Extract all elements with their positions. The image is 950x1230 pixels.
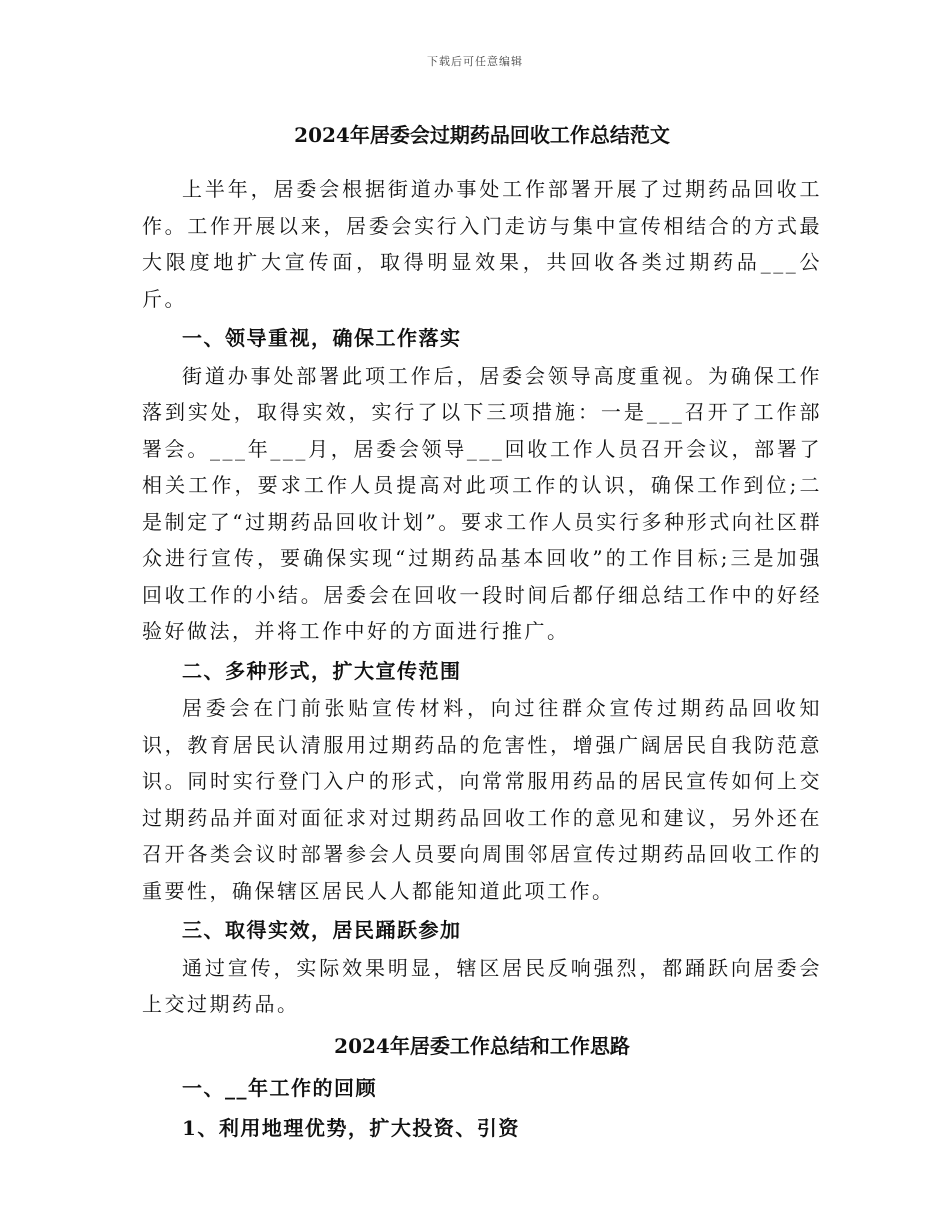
second-doc-heading-review: 一、__年工作的回顾 <box>182 1075 377 1100</box>
header-note: 下载后可任意编辑 <box>427 55 523 68</box>
document-body <box>142 116 822 1148</box>
second-doc-subheading-investment: 1、利用地理优势，扩大投资、引资 <box>182 1116 520 1140</box>
document-title: 2024年居委会过期药品回收工作总结范文 <box>294 123 670 147</box>
section3-body: 通过宣传，实际效果明显，辖区居民反响强烈，都踊跃向居委会上交过期药品。 <box>142 955 822 1016</box>
section2-heading: 二、多种形式，扩大宣传范围 <box>182 658 462 683</box>
section3-heading: 三、取得实效，居民踊跃参加 <box>182 918 462 942</box>
section1-body: 街道办事处部署此项工作后，居委会领导高度重视。为确保工作落到实处，取得实效，实行了以下三项措施：一是___召开了工作部署会。___年___月，居委会领导___回收工作人员召开会议，部署了相关工作，要求工作人员提高对此项工作的认识，确保工作到位;二是制定了“过期药品回收计划”。要求工作人员实行多种形式向社区群众进行宣传，要确保实现“过期药品基本回收”的工作目标;三是加强回收工作的小结。居委会在回收一段时间后都仔细总结工作中的好经验好做法，并将工作中好的方面进行推广。 <box>142 363 822 643</box>
intro-paragraph: 上半年，居委会根据街道办事处工作部署开展了过期药品回收工作。工作开展以来，居委会实行入门走访与集中宣传相结合的方式最大限度地扩大宣传面，取得明显效果，共回收各类过期药品___公斤。 <box>142 177 822 311</box>
section1-heading: 一、领导重视，确保工作落实 <box>182 326 462 350</box>
section2-body: 居委会在门前张贴宣传材料，向过往群众宣传过期药品回收知识，教育居民认清服用过期药品的危害性，增强广阔居民自我防范意识。同时实行登门入户的形式，向常常服用药品的居民宣传如何上交过期药品并面对面征求对过期药品回收工作的意见和建议，另外还在召开各类会议时部署参会人员要向周围邻居宣传过期药品回收工作的重要性，确保辖区居民人人都能知道此项工作。 <box>142 696 822 903</box>
second-document-title: 2024年居委工作总结和工作思路 <box>334 1033 630 1058</box>
